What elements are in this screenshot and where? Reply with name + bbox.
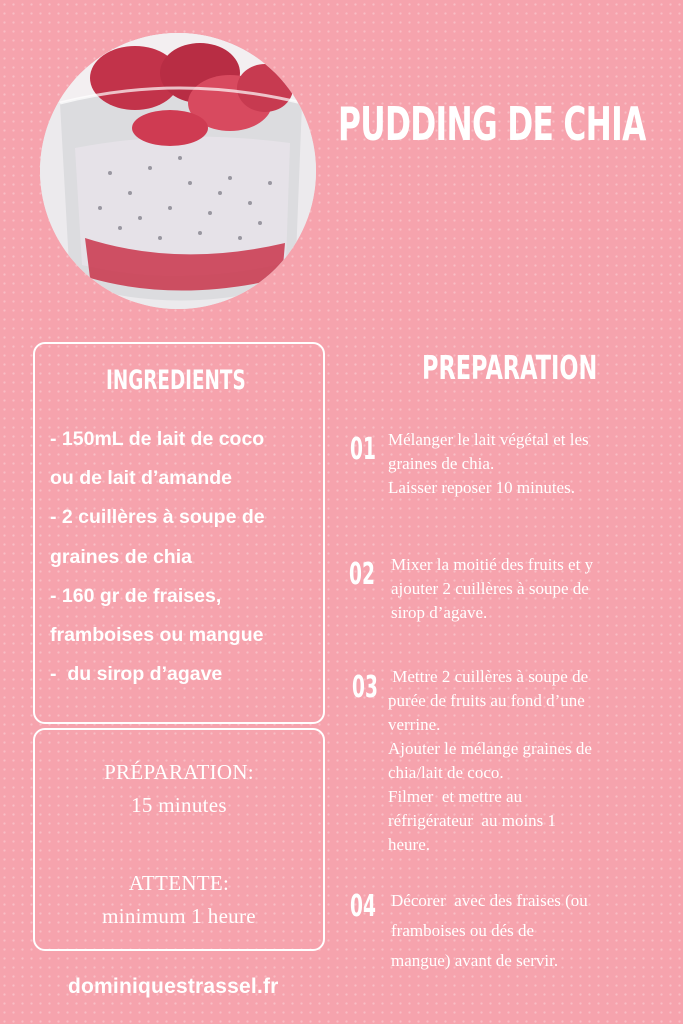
step-line: mangue) avant de servir. <box>391 951 559 970</box>
step-text <box>388 665 678 857</box>
website-link[interactable]: dominiquestrassel.fr <box>68 975 279 998</box>
step-line: Laisser reposer 10 minutes. <box>388 478 575 497</box>
ingredient-line: graines de chia <box>50 545 192 568</box>
step-number: 01 <box>350 432 376 467</box>
ingredient-line: - 2 cuillères à soupe de <box>50 506 265 529</box>
step-number: 02 <box>349 557 375 592</box>
preparation-heading: PREPARATION <box>422 348 598 387</box>
chia-pudding-illustration <box>40 33 316 309</box>
ingredient-line: framboises ou mangue <box>50 624 264 647</box>
ingredient-line: - du sirop d’agave <box>50 663 223 686</box>
step-line: framboises ou dés de <box>391 921 535 940</box>
ingredient-line: - 150mL de lait de coco <box>50 428 265 450</box>
prep-time-label: PRÉPARATION: <box>104 760 254 784</box>
step-line: ajouter 2 cuillères à soupe de <box>391 579 589 598</box>
step-line: Décorer avec des fraises (ou <box>391 891 588 910</box>
step-line: réfrigérateur au moins 1 <box>388 811 557 830</box>
step-number: 03 <box>352 670 378 705</box>
page-title: PUDDING DE CHIA <box>338 97 646 151</box>
step-line: Mettre 2 cuillères à soupe de <box>388 667 589 686</box>
step-text <box>391 886 681 976</box>
step-line: chia/lait de coco. <box>388 763 504 782</box>
step-line: verrine. <box>388 715 441 734</box>
wait-time-value: minimum 1 heure <box>102 904 256 928</box>
prep-time-value: 15 minutes <box>131 793 227 817</box>
ingredient-line: - 160 gr de fraises, <box>50 584 222 607</box>
ingredient-line: ou de lait d’amande <box>50 467 233 490</box>
step-line: heure. <box>388 835 431 854</box>
ingredients-list <box>50 420 320 694</box>
step-line: sirop d’agave. <box>391 603 488 622</box>
step-line: Ajouter le mélange graines de <box>388 739 592 758</box>
step-line: Mixer la moitié des fruits et y <box>391 555 594 574</box>
step-line: purée de fruits au fond d’une <box>388 691 585 710</box>
step-line: graines de chia. <box>388 454 495 473</box>
step-text <box>388 428 678 500</box>
step-number: 04 <box>350 889 376 924</box>
wait-time <box>36 867 322 933</box>
prep-time <box>36 756 322 822</box>
ingredients-heading: INGREDIENTS <box>106 365 246 396</box>
step-line: Filmer et mettre au <box>388 787 523 806</box>
step-line: Mélanger le lait végétal et les <box>388 430 589 449</box>
step-text <box>391 553 681 625</box>
chia-pudding-photo <box>40 33 316 309</box>
wait-time-label: ATTENTE: <box>128 871 230 895</box>
